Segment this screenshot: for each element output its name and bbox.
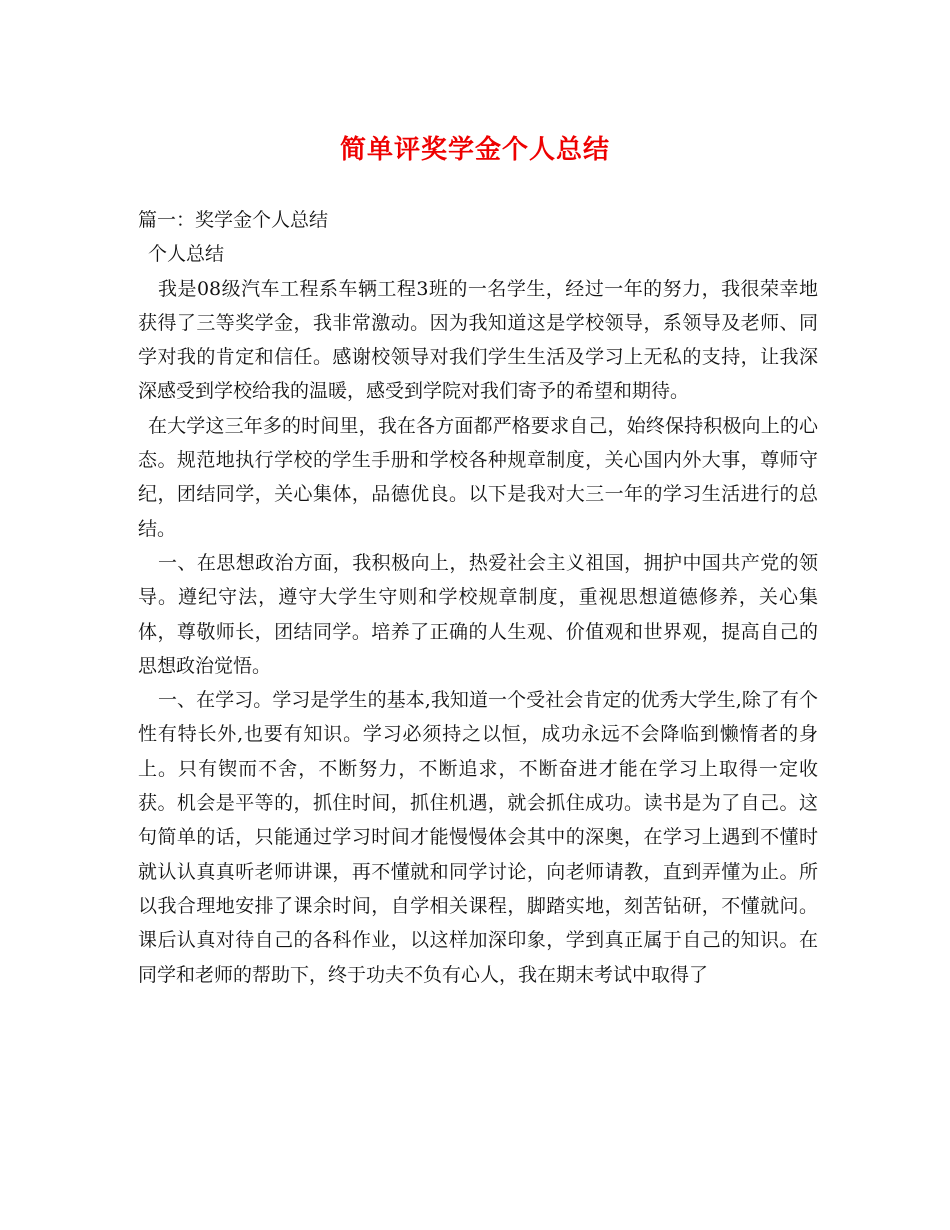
paragraph-intro: 我是08级汽车工程系车辆工程3班的一名学生，经过一年的努力，我很荣幸地获得了三等奖学金，我非常激动。因为我知道这是学校领导，系领导及老师、同学对我的肯定和信任。感谢校领导对我们学生生活及学习上无私的支持，让我深深感受到学校给我的温暖，感受到学院对我们寄予的希望和期待。 bbox=[138, 277, 818, 403]
paragraph-study: 一、在学习。学习是学生的基本,我知道一个受社会肯定的优秀大学生,除了有个性有特长外,也要有知识。学习必须持之以恒，成功永远不会降临到懒惰者的身上。只有锲而不舍，不断努力，不断追求，不断奋进才能在学习上取得一定收获。机会是平等的，抓住时间，抓住机遇，就会抓住成功。读书是为了自己。这句简单的话，只能通过学习时间才能慢慢体会其中的深奥，在学习上遇到不懂时就认认真真听老师讲课，再不懂就和同学讨论，向老师请教，直到弄懂为止。所以我合理地安排了课余时间，自学相关课程，脚踏实地，刻苦钻研，不懂就问。课后认真对待自己的各科作业，以这样加深印象，学到真正属于自己的知识。在同学和老师的帮助下，终于功夫不负有心人，我在期末考试中取得了 bbox=[138, 689, 818, 986]
paragraph-politics: 一、在思想政治方面，我积极向上，热爱社会主义祖国，拥护中国共产党的领导。遵纪守法，遵守大学生守则和学校规章制度，重视思想道德修养，关心集体，尊敬师长，团结同学。培养了正确的人生观、价值观和世界观，提高自己的思想政治觉悟。 bbox=[138, 551, 818, 677]
sub-heading: 个人总结 bbox=[148, 243, 225, 266]
document-title: 简单评奖学金个人总结 bbox=[339, 135, 610, 165]
section-heading: 篇一：奖学金个人总结 bbox=[138, 209, 329, 231]
document-body bbox=[138, 203, 818, 992]
paragraph-overview: 在大学这三年多的时间里，我在各方面都严格要求自己，始终保持积极向上的心态。规范地执行学校的学生手册和学校各种规章制度，关心国内外大事，尊师守纪，团结同学，关心集体，品德优良。以下是我对大三一年的学习生活进行的总结。 bbox=[138, 414, 818, 540]
